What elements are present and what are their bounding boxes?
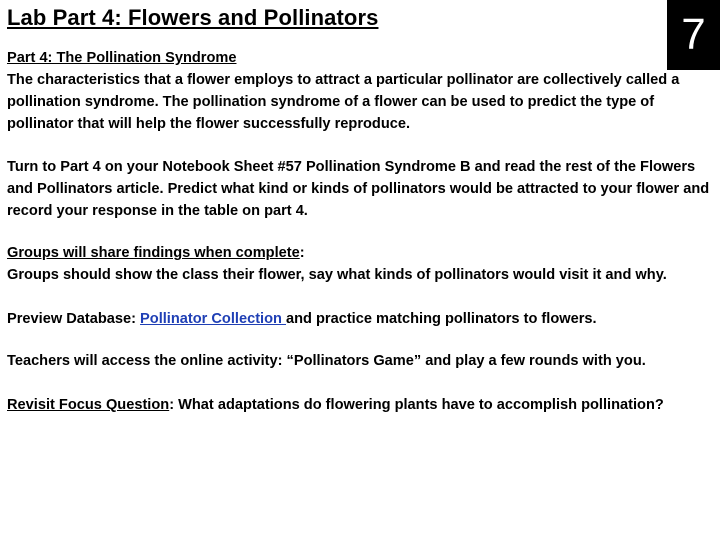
focus-question-line (7, 394, 664, 416)
section-heading: Part 4: The Pollination Syndrome (7, 50, 237, 66)
preview-prefix: Preview Database: (7, 311, 141, 327)
groups-text: Groups should show the class their flower, say what kinds of pollinators would visit it and why. (7, 267, 667, 283)
focus-text: : What adaptations do flowering plants have to accomplish pollination? (169, 397, 664, 413)
groups-section (7, 242, 719, 286)
focus-label: Revisit Focus Question (7, 397, 170, 413)
teachers-line: Teachers will access the online activity: “Pollinators Game” and play a few rounds with you. (7, 353, 646, 369)
groups-label: Groups will share findings when complete (7, 245, 300, 261)
page-title: Lab Part 4: Flowers and Pollinators (7, 5, 379, 30)
preview-suffix: and practice matching pollinators to flowers. (286, 311, 597, 327)
groups-colon: : (299, 245, 305, 261)
pollinator-collection-link[interactable]: Pollinator Collection (140, 311, 286, 327)
preview-database-line (7, 308, 597, 330)
paragraph-pollination-syndrome: The characteristics that a flower employs to attract a particular pollinator are collectively called a pollination syndrome. The pollination syndrome of a flower can be used to predict the type of pollinator that will help the flower successfully reproduce. (7, 72, 680, 132)
paragraph-notebook-instructions: Turn to Part 4 on your Notebook Sheet #57 Pollination Syndrome B and read the rest of the Flowers and Pollinators article. Predict what kind or kinds of pollinators would be attracted to your flower and record your response in the table on part 4. (7, 159, 710, 219)
slide-number-badge: 7 (667, 0, 720, 70)
